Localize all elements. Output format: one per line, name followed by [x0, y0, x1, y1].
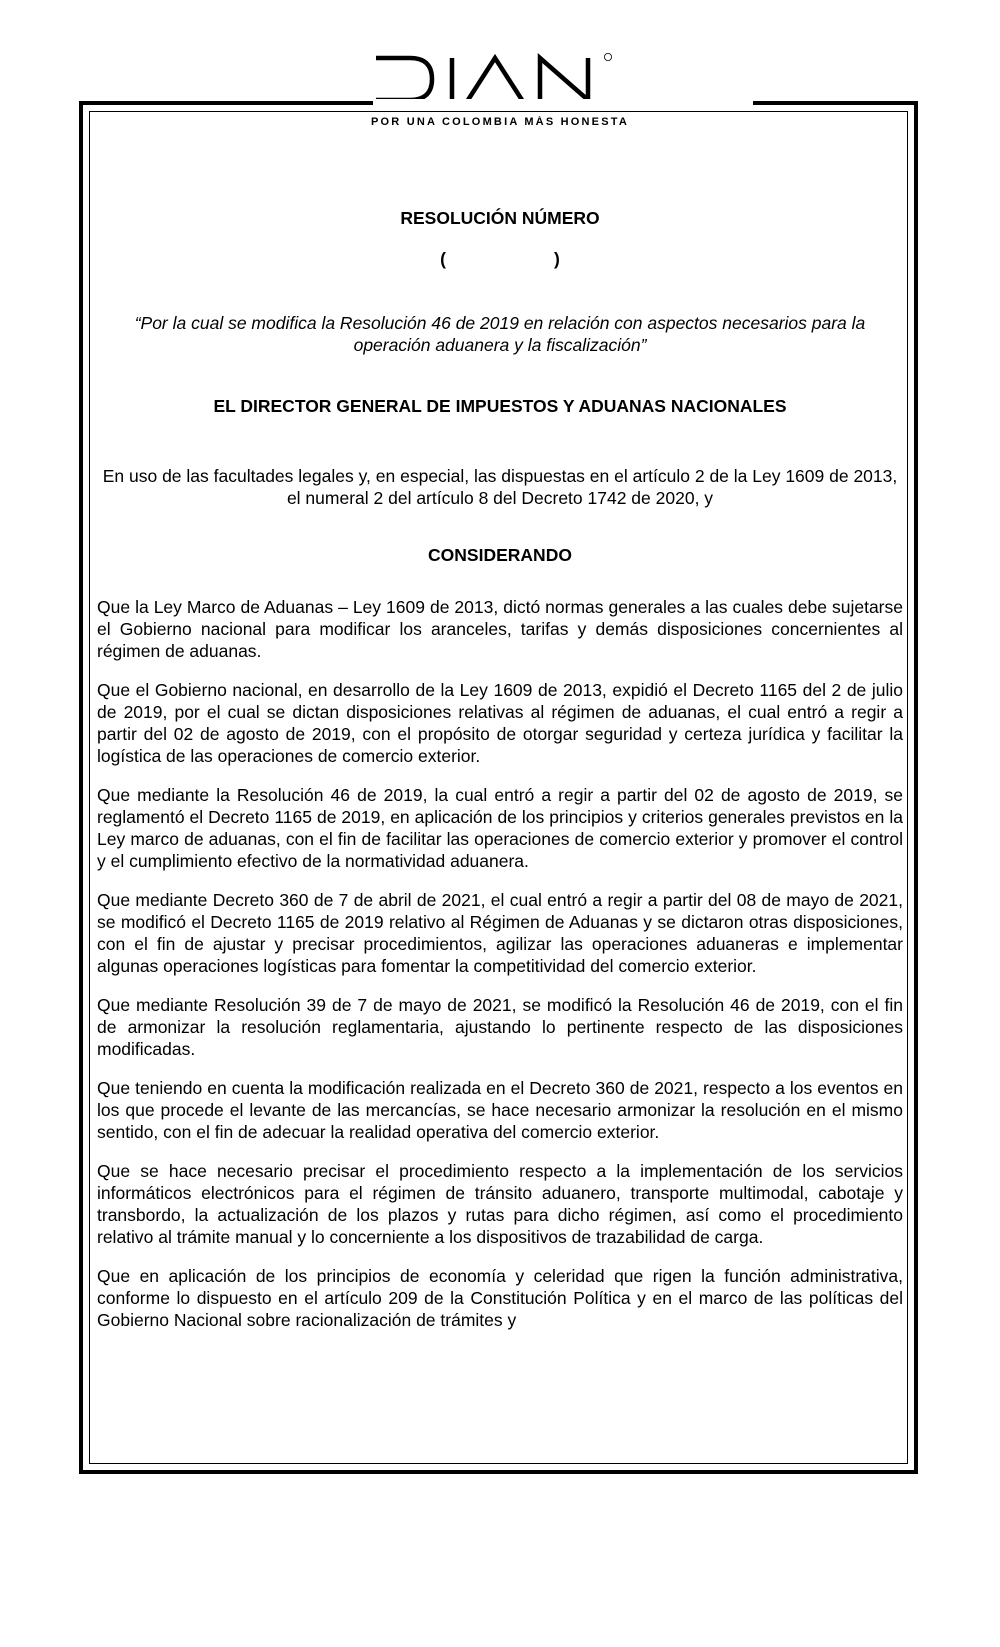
resolution-subtitle: “Por la cual se modifica la Resolución 46 de 2019 en relación con aspectos necesarios para la operación aduanera y la fiscalización”	[134, 313, 866, 355]
frame-logo-gap	[373, 99, 753, 111]
paragraph: Que mediante la Resolución 46 de 2019, la cual entró a regir a partir del 02 de agosto de 2019, se reglamentó el Decreto 1165 de 2019, en aplicación de los principios y criterios generales previstos en la Ley marco de aduanas, con el fin de facilitar las operaciones de comercio exterior y promover el control y el cumplimiento efectivo de la normatividad aduanera.	[97, 785, 903, 871]
logo-tagline: POR UNA COLOMBIA MÁS HONESTA	[371, 116, 629, 128]
legal-faculties: En uso de las facultades legales y, en especial, las dispuestas en el artículo 2 de la Ley 1609 de 2013, el numeral 2 del artículo 8 del Decreto 1742 de 2020, y	[102, 466, 898, 508]
number-close-paren: )	[554, 249, 560, 269]
document-body	[97, 208, 903, 1466]
paragraph: Que en aplicación de los principios de economía y celeridad que rigen la función administrativa, conforme lo dispuesto en el artículo 209 de la Constitución Política y en el marco de las políticas del Gobierno Nacional sobre racionalización de trámites y	[97, 1266, 903, 1330]
resolution-title: RESOLUCIÓN NÚMERO	[400, 208, 600, 228]
considerando-paragraphs	[97, 596, 903, 1331]
paragraph: Que mediante Decreto 360 de 7 de abril de 2021, el cual entró a regir a partir del 08 de mayo de 2021, se modificó el Decreto 1165 de 2019 relativo al Régimen de Aduanas y se dictaron otras disposiciones, con el fin de ajustar y precisar procedimientos, agilizar las operaciones aduaneras e implementar algunas operaciones logísticas para fomentar la competitividad del comercio exterior.	[97, 890, 903, 976]
number-open-paren: (	[440, 249, 446, 269]
issuing-authority: EL DIRECTOR GENERAL DE IMPUESTOS Y ADUANAS NACIONALES	[213, 396, 787, 416]
paragraph: Que teniendo en cuenta la modificación realizada en el Decreto 360 de 2021, respecto a los eventos en los que procede el levante de las mercancías, se hace necesario armonizar la resolución en el mismo sentido, con el fin de adecuar la realidad operativa del comercio exterior.	[97, 1078, 903, 1142]
dian-wordmark-graphic	[370, 52, 630, 102]
paragraph: Que mediante Resolución 39 de 7 de mayo de 2021, se modificó la Resolución 46 de 2019, con el fin de armonizar la resolución reglamentaria, ajustando lo pertinente respecto de las disposiciones modificadas.	[97, 995, 903, 1059]
paragraph: Que el Gobierno nacional, en desarrollo de la Ley 1609 de 2013, expidió el Decreto 1165 del 2 de julio de 2019, por el cual se dictan disposiciones relativas al régimen de aduanas, el cual entró a regir a partir del 02 de agosto de 2019, con el propósito de otorgar seguridad y certeza jurídica y facilitar la logística de las operaciones de comercio exterior.	[97, 680, 903, 766]
paragraph: Que se hace necesario precisar el procedimiento respecto a la implementación de los servicios informáticos electrónicos para el régimen de tránsito aduanero, transporte multimodal, cabotaje y transbordo, la actualización de los plazos y rutas para dicho régimen, así como el procedimiento relativo al trámite manual y lo concerniente a los dispositivos de trazabilidad de carga.	[97, 1161, 903, 1247]
considerando-heading: CONSIDERANDO	[428, 545, 572, 565]
frame-inner-logo-gap	[380, 111, 760, 116]
resolution-number	[97, 249, 903, 270]
paragraph: Que la Ley Marco de Aduanas – Ley 1609 de 2013, dictó normas generales a las cuales debe sujetarse el Gobierno nacional para modificar los aranceles, tarifas y demás disposiciones concernientes al régimen de aduanas.	[97, 597, 903, 661]
